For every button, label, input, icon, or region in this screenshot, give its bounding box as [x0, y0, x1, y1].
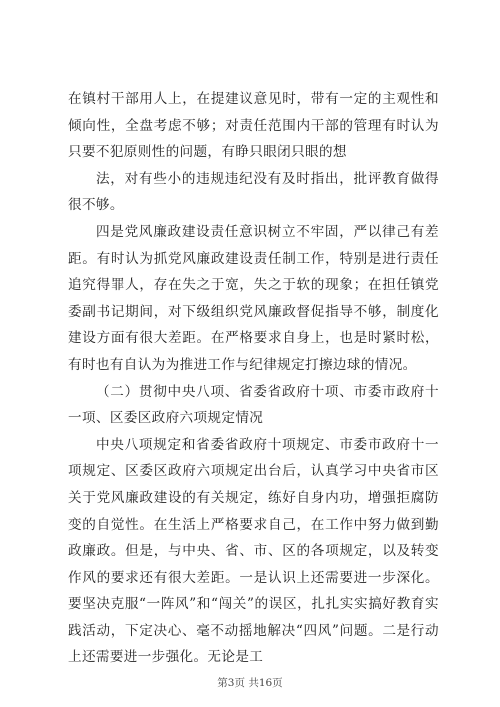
paragraph-3: 四是党风廉政建设责任意识树立不牢固，严以律己有差距。有时认为抓党风廉政建设责任制工作，特别是进行责任追究得罪人，存在失之于宽，失之于软的现象；在担任镇党委副书记期间，对下级组织党风廉政督促指导不够，制度化建设方面有很大差距。在严格要求自身上，也是时紧时松，有时也有自认为为推进工作与纪律规定打擦边球的情况。 [68, 223, 439, 373]
document-body [68, 86, 439, 671]
page-number-footer: 第3页 共16页 [217, 677, 283, 689]
paragraph-4: 中央八项规定和省委省政府十项规定、市委市政府十一项规定、区委区政府六项规定出台后，认真学习中央省市区关于党风廉政建设的有关规定，练好自身内功，增强拒腐防变的自觉性。在生活上严格要求自己，在工作中努力做到勤政廉政。但是，与中央、省、市、区的各项规定，以及转变作风的要求还有很大差距。一是认识上还需要进一步深化。要坚决克服“一阵风”和“闯关”的误区，扎扎实实搞好教育实践活动，下定决心、毫不动摇地解决“四风”问题。二是行动上还需要进一步强化。无论是工 [68, 436, 439, 666]
paragraph-2: 法，对有些小的违规违纪没有及时指出，批评教育做得很不够。 [68, 170, 439, 214]
section-heading: （二）贯彻中央八项、省委省政府十项、市委市政府十一项、区委区政府六项规定情况 [68, 383, 439, 427]
paragraph-1: 在镇村干部用人上，在提建议意见时，带有一定的主观性和倾向性，全盘考虑不够；对责任范围内干部的管理有时认为只要不犯原则性的问题，有睁只眼闭只眼的想 [68, 91, 439, 161]
